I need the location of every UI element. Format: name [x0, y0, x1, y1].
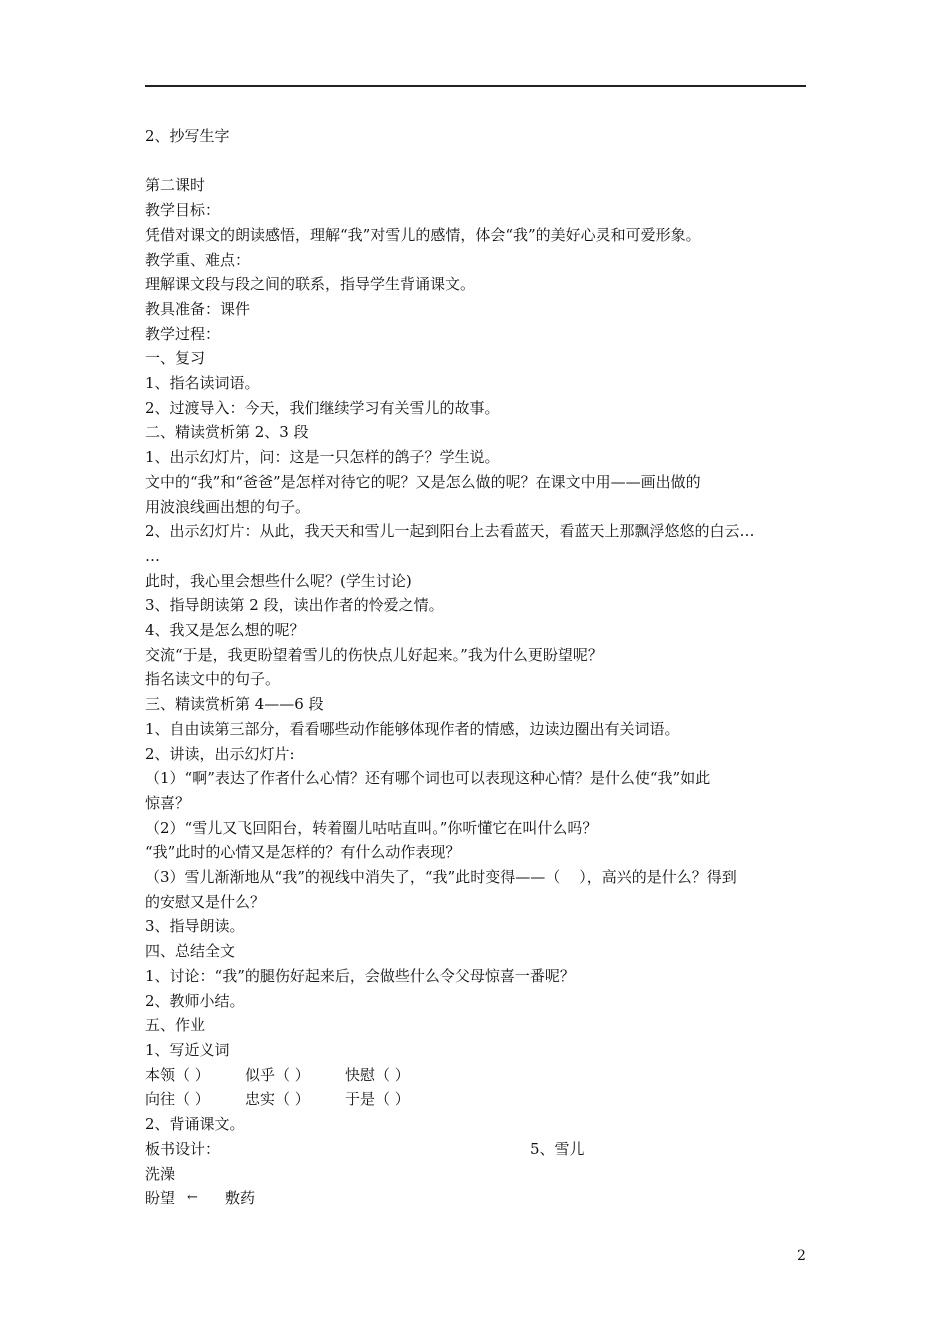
synonym-item: 向往（ ）: [145, 1090, 210, 1109]
text-line: 三、精读赏析第 4——6 段: [145, 695, 324, 714]
text-line: 2、背诵课文。: [145, 1115, 245, 1134]
text-line: （1）“啊”表达了作者什么心情？还有哪个词也可以表现这种心情？是什么使“我”如此: [145, 769, 711, 788]
text-line: 1、指名读词语。: [145, 374, 260, 393]
text-line: 一、复习: [145, 349, 206, 368]
text-line: …: [145, 546, 160, 565]
text-line: 二、精读赏析第 2、3 段: [145, 423, 309, 442]
text-line: 指名读文中的句子。: [145, 670, 281, 689]
board-title: 5、雪儿: [530, 1139, 585, 1158]
text-line: 的安慰又是什么？: [145, 892, 266, 911]
synonym-item: 似乎（ ）: [245, 1065, 310, 1084]
text-line: 文中的“我”和“爸爸”是怎样对待它的呢？又是怎么做的呢？在课文中用——画出做的: [145, 472, 701, 491]
board-label: 板书设计：: [145, 1139, 221, 1158]
text-line: “我”此时的心情又是怎样的？有什么动作表现？: [145, 843, 461, 862]
text-line: 此时，我心里会想些什么呢？(学生讨论): [145, 571, 412, 590]
text-line: 3、指导朗读第 2 段，读出作者的怜爱之情。: [145, 596, 444, 615]
text-line: 五、作业: [145, 1016, 206, 1035]
text-line: 教学目标：: [145, 201, 221, 220]
text-line: 4、我又是怎么想的呢？: [145, 621, 305, 640]
synonym-row-1: [145, 1063, 808, 1088]
synonym-item: 于是（ ）: [345, 1090, 410, 1109]
page-number: 2: [797, 1248, 806, 1264]
text-line: （3）雪儿渐渐地从“我”的视线中消失了，“我”此时变得——（ ），高兴的是什么？得到: [145, 868, 737, 887]
synonym-row-2: [145, 1087, 808, 1112]
blank-line: [145, 149, 808, 174]
text-line: （2）“雪儿又飞回阳台，转着圈儿咕咕直叫。”你听懂它在叫什么吗？: [145, 818, 598, 837]
board-item: 洗澡: [145, 1164, 176, 1183]
text-line: 第二课时: [145, 176, 206, 195]
main-text: [145, 173, 808, 1062]
text-line: 凭借对课文的朗读感悟，理解“我”对雪儿的感情，体会“我”的美好心灵和可爱形象。: [145, 225, 701, 244]
text-line: 2、过渡导入：今天，我们继续学习有关雪儿的故事。: [145, 398, 500, 417]
text-line: 教学重、难点：: [145, 250, 251, 269]
text-line: 教学过程：: [145, 324, 221, 343]
board-design-header: [145, 1137, 808, 1162]
board-item: 盼望: [145, 1189, 176, 1208]
synonym-item: 快慰（ ）: [345, 1065, 410, 1084]
text-line: 1、出示幻灯片，问：这是一只怎样的鸽子？学生说。: [145, 448, 500, 467]
synonym-item: 忠实（ ）: [245, 1090, 310, 1109]
text-line: 2、教师小结。: [145, 991, 245, 1010]
text-line: 2、讲读，出示幻灯片:: [145, 744, 295, 763]
text-line: 用波浪线画出想的句子。: [145, 497, 311, 516]
board-item: 敷药: [225, 1189, 256, 1208]
text-line: 1、讨论：“我”的腿伤好起来后，会做些什么令父母惊喜一番呢？: [145, 966, 575, 985]
header-rule: [145, 85, 806, 87]
text-line: 教具准备：课件: [145, 299, 251, 318]
left-arrow-icon: ←: [187, 1190, 198, 1206]
text-line: 四、总结全文: [145, 942, 236, 961]
text-line: 交流“于是，我更盼望着雪儿的伤快点儿好起来。”我为什么更盼望呢？: [145, 645, 603, 664]
text-line: 1、自由读第三部分，看看哪些动作能够体现作者的情感，边读边圈出有关词语。: [145, 719, 680, 738]
board-arrow-row: [145, 1186, 808, 1211]
text-line: 理解课文段与段之间的联系，指导学生背诵课文。: [145, 275, 476, 294]
synonym-item: 本领（ ）: [145, 1065, 210, 1084]
text-line: 2、出示幻灯片：从此，我天天和雪儿一起到阳台上去看蓝天，看蓝天上那飘浮悠悠的白云…: [145, 522, 755, 541]
text-line: 2、抄写生字: [145, 127, 230, 145]
text-line: 1、写近义词: [145, 1041, 230, 1059]
text-line: 惊喜？: [145, 793, 191, 812]
document-body: [145, 124, 808, 1211]
text-line: 3、指导朗读。: [145, 917, 245, 936]
